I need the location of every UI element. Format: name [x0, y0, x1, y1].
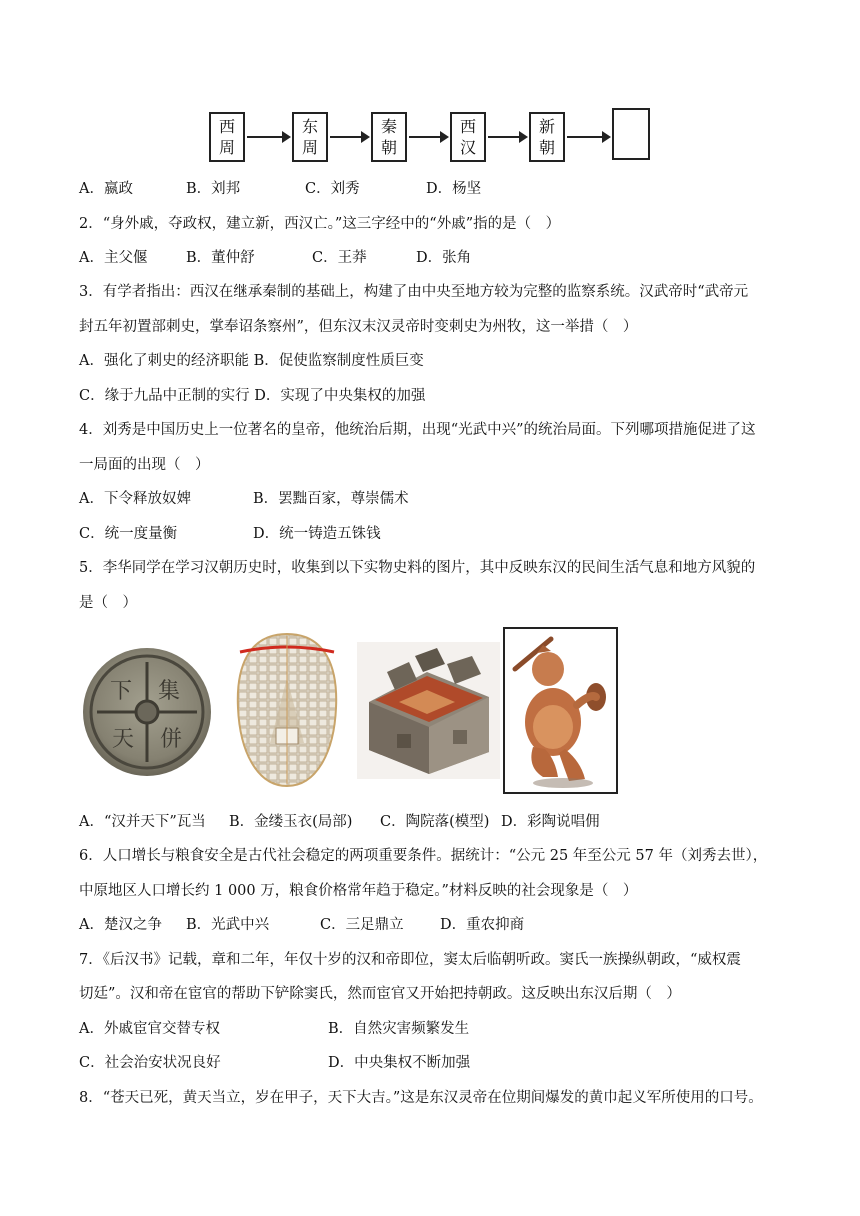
q4-option-d[interactable]: D．统一铸造五铢钱 [253, 526, 381, 542]
q7-option-c[interactable]: C．社会治安状况良好 [79, 1055, 221, 1071]
q4-stem-line1: 4．刘秀是中国历史上一位著名的皇帝，他统治后期，出现“光武中兴”的统治局面。下列哪项措施促进了这 [79, 422, 756, 438]
q4-option-c[interactable]: C．统一度量衡 [79, 526, 178, 542]
flow-arrow [330, 136, 368, 138]
q4-option-b[interactable]: B．罢黜百家，尊崇儒术 [253, 491, 409, 507]
pottery-courtyard-model-image [357, 642, 500, 779]
flow-arrow [567, 136, 609, 138]
q6-option-a[interactable]: A．楚汉之争 [79, 917, 162, 933]
q7-stem-line2: 切廷”。汉和帝在宦官的帮助下铲除窦氏，然而宦官又开始把持朝政。这反映出东汉后期（ ） [79, 986, 681, 1002]
q5-stem-line2: 是（ ） [79, 595, 137, 611]
wadang-char-1: 集 [157, 679, 181, 704]
q1-option-d[interactable]: D．杨坚 [426, 181, 482, 197]
q8-stem-line1: 8．“苍天已死，黄天当立，岁在甲子，天下大吉。”这是东汉灵帝在位期间爆发的黄巾起义军所使用的口号。 [79, 1090, 763, 1106]
q2-stem: 2．“身外戚，夺政权，建立新，西汉亡。”这三字经中的“外戚”指的是（ ） [79, 216, 561, 232]
q7-option-d[interactable]: D．中央集权不断加强 [328, 1055, 471, 1071]
q2-option-b[interactable]: B．董仲舒 [186, 250, 255, 266]
q1-option-c[interactable]: C．刘秀 [305, 181, 360, 197]
flow-box-xihan: 西 汉 [450, 112, 486, 162]
flow-arrow [488, 136, 526, 138]
q6-option-c[interactable]: C．三足鼎立 [320, 917, 404, 933]
flow-box-qinchao: 秦 朝 [371, 112, 407, 162]
flow-box-blank [612, 108, 650, 160]
flow-arrow [247, 136, 289, 138]
q6-stem-line2: 中原地区人口增长约 1 000 万，粮食价格常年趋于稳定。”材料反映的社会现象是（ ） [79, 883, 638, 899]
q7-stem-line1: 7．《后汉书》记载，章和二年，年仅十岁的汉和帝即位，窦太后临朝听政。窦氏一族操纵朝政，“威权震 [79, 952, 741, 968]
q3-stem-line2: 封五年初置部刺史，掌奉诏条察州”，但东汉末汉灵帝时变刺史为州牧，这一举措（ ） [79, 319, 638, 335]
q2-option-d[interactable]: D．张角 [416, 250, 472, 266]
q5-option-a[interactable]: A．“汉并天下”瓦当 [79, 814, 206, 830]
q4-stem-line2: 一局面的出现（ ） [79, 457, 210, 473]
q5-option-c[interactable]: C．陶院落(模型) [380, 814, 490, 830]
flow-box-xizhou: 西 周 [209, 112, 245, 162]
q2-option-c[interactable]: C．王莽 [312, 250, 367, 266]
q7-option-b[interactable]: B．自然灾害频繁发生 [328, 1021, 470, 1037]
q3-options-cd[interactable]: C．缘于九品中正制的实行 D．实现了中央集权的加强 [79, 388, 426, 404]
q1-option-a[interactable]: A．嬴政 [79, 181, 133, 197]
wadang-char-2: 併 [159, 727, 183, 752]
q2-option-a[interactable]: A．主父偃 [79, 250, 148, 266]
q1-option-b[interactable]: B．刘邦 [186, 181, 241, 197]
q6-option-b[interactable]: B．光武中兴 [186, 917, 270, 933]
jade-burial-suit-image [228, 628, 346, 790]
q5-option-d[interactable]: D．彩陶说唱佣 [501, 814, 600, 830]
q4-option-a[interactable]: A．下令释放奴婢 [79, 491, 191, 507]
flow-arrow [409, 136, 447, 138]
dynasty-flowchart [0, 108, 860, 168]
q7-option-a[interactable]: A．外戚宦官交替专权 [79, 1021, 220, 1037]
q5-option-b[interactable]: B．金缕玉衣(局部) [229, 814, 353, 830]
wadang-char-4: 下 [109, 679, 133, 704]
flow-box-dongzhou: 东 周 [292, 112, 328, 162]
storyteller-figurine-image [503, 627, 618, 794]
q3-stem-line1: 3．有学者指出：西汉在继承秦制的基础上，构建了由中央至地方较为完整的监察系统。汉武帝时“武帝元 [79, 284, 749, 300]
flow-box-xinchao: 新 朝 [529, 112, 565, 162]
q6-stem-line1: 6．人口增长与粮食安全是古代社会稳定的两项重要条件。据统计：“公元 25 年至公元 57 年（刘秀去世）， [79, 848, 768, 864]
wadang-char-3: 天 [111, 727, 135, 752]
q6-option-d[interactable]: D．重农抑商 [440, 917, 525, 933]
wadang-tile-image [79, 640, 215, 780]
q3-options-ab[interactable]: A．强化了刺史的经济职能 B．促使监察制度性质巨变 [79, 353, 424, 369]
q5-stem-line1: 5．李华同学在学习汉朝历史时，收集到以下实物史料的图片，其中反映东汉的民间生活气息和地方风貌的 [79, 560, 756, 576]
